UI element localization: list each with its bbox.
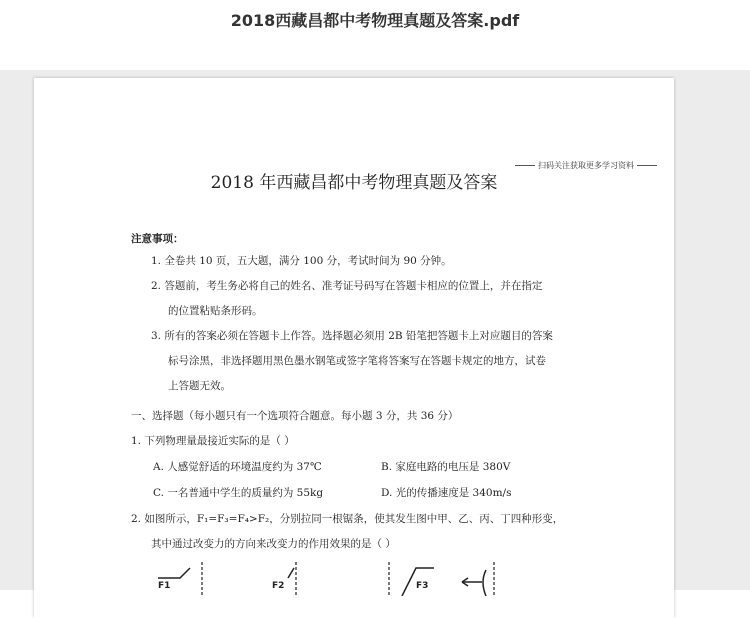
option-c: C. 一名普通中学生的质量约为 55kg (153, 487, 324, 499)
notice-heading: 注意事项： (131, 233, 184, 245)
option-a: A. 人感觉舒适的环境温度约为 37℃ (153, 461, 322, 473)
section-heading: 一、选择题（每小题只有一个选项符合题意。每小题 3 分，共 36 分） (131, 410, 459, 422)
notice-item: 上答题无效。 (168, 380, 231, 392)
top-bar (0, 0, 750, 70)
force-arrow (158, 568, 190, 578)
notice-item: 1. 全卷共 10 页，五大题，满分 100 分，考试时间为 90 分钟。 (151, 255, 452, 267)
file-title: 2018西藏昌都中考物理真题及答案.pdf (230, 11, 520, 30)
saw-figure (144, 556, 564, 596)
figure-ding (462, 562, 494, 596)
question-stem: 2. 如图所示，F₁=F₃=F₄>F₂，分别拉同一根锯条，使其发生图中甲、乙、丙、丁四种形变， (131, 513, 564, 525)
notice-item: 3. 所有的答案必须在答题卡上作答。选择题必须用 2B 铅笔把答题卡上对应题目的答案 (151, 330, 553, 342)
document-title: 2018 年西藏昌都中考物理真题及答案 (210, 173, 498, 193)
option-d: D. 光的传播速度是 340m/s (381, 487, 512, 499)
figure-jia (158, 562, 202, 596)
notice-item: 2. 答题前，考生务必将自己的姓名、准考证号码写在答题卡相应的位置上，并在指定 (151, 280, 543, 292)
notice-item: 的位置粘贴条形码。 (168, 305, 263, 317)
question-stem: 1. 下列物理量最接近实际的是（ ） (131, 435, 295, 447)
figure-label-f2: F2 (272, 581, 285, 591)
figure-label-f1: F1 (158, 581, 171, 591)
promo-line-left (515, 165, 535, 166)
pdf-page (34, 78, 674, 618)
pdf-viewer[interactable] (0, 70, 750, 590)
bent-saw (483, 570, 486, 596)
force-arrow (288, 568, 294, 578)
figure-label-f3: F3 (416, 581, 429, 591)
promo-text: 扫码关注获取更多学习资料 (538, 161, 634, 170)
notice-item: 标号涂黑，非选择题用黑色墨水钢笔或签字笔将答案写在答题卡规定的地方，试卷 (168, 355, 546, 367)
promo-line-right (637, 165, 657, 166)
figure-yi (272, 562, 296, 596)
figure-bing (389, 562, 434, 596)
question-stem-cont: 其中通过改变力的方向来改变力的作用效果的是（ ） (151, 538, 396, 550)
option-b: B. 家庭电路的电压是 380V (381, 461, 511, 473)
